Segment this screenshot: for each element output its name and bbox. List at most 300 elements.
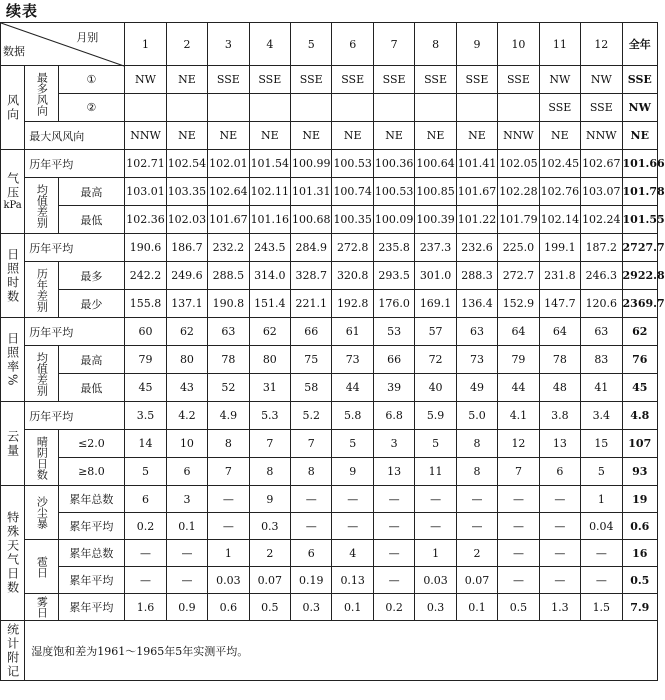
value-cell: 100.85 xyxy=(415,178,456,206)
value-cell: 78 xyxy=(208,346,249,374)
value-cell: 10 xyxy=(166,430,207,458)
annual-cell: 2727.7 xyxy=(622,234,657,262)
annual-cell: 45 xyxy=(622,374,657,402)
value-cell: 102.03 xyxy=(166,206,207,234)
value-cell: 13 xyxy=(373,458,414,486)
value-cell: 101.79 xyxy=(498,206,539,234)
value-cell: 66 xyxy=(291,318,332,346)
value-cell: 57 xyxy=(415,318,456,346)
value-cell xyxy=(208,94,249,122)
value-cell: 136.4 xyxy=(456,290,497,318)
value-cell: 1.3 xyxy=(539,594,580,621)
value-cell xyxy=(125,94,166,122)
value-cell: 73 xyxy=(332,346,373,374)
value-cell: 0.6 xyxy=(208,594,249,621)
page-title: 续表 xyxy=(6,2,39,20)
hail-total-row xyxy=(1,540,658,567)
value-cell: 7 xyxy=(291,430,332,458)
pressure-avg-label: 历年平均 xyxy=(25,150,125,178)
hail-label: 雹日 xyxy=(25,540,58,594)
value-cell xyxy=(249,94,290,122)
value-cell: 14 xyxy=(125,430,166,458)
hail-total-label: 累年总数 xyxy=(58,540,125,567)
annual-header: 全年 xyxy=(622,23,657,66)
value-cell: 48 xyxy=(539,374,580,402)
value-cell: — xyxy=(498,567,539,594)
value-cell: 288.5 xyxy=(208,262,249,290)
value-cell: 4.1 xyxy=(498,402,539,430)
value-cell: 246.3 xyxy=(581,262,622,290)
wind-group-label: 风向 xyxy=(1,66,25,150)
value-cell: 0.04 xyxy=(581,513,622,540)
cloud-days-label: 晴阴日数 xyxy=(25,430,58,486)
data-label: 数据 xyxy=(3,45,25,58)
value-cell: 101.67 xyxy=(456,178,497,206)
value-cell: 101.67 xyxy=(208,206,249,234)
value-cell: 232.6 xyxy=(456,234,497,262)
value-cell: 66 xyxy=(373,346,414,374)
value-cell: 7 xyxy=(498,458,539,486)
value-cell: 100.39 xyxy=(415,206,456,234)
value-cell: 102.11 xyxy=(249,178,290,206)
value-cell: 102.05 xyxy=(498,150,539,178)
sunpct-avg-label: 历年平均 xyxy=(25,318,125,346)
value-cell: 100.64 xyxy=(415,150,456,178)
pressure-low-row xyxy=(1,206,658,234)
wind-rank2-label: ② xyxy=(58,94,125,122)
value-cell: SSE xyxy=(332,66,373,94)
value-cell: NE xyxy=(166,66,207,94)
value-cell: 187.2 xyxy=(581,234,622,262)
sunhours-most-label: 最多 xyxy=(58,262,125,290)
value-cell: — xyxy=(456,513,497,540)
value-cell: 137.1 xyxy=(166,290,207,318)
fog-avg-row xyxy=(1,594,658,621)
value-cell: — xyxy=(291,513,332,540)
value-cell: 102.71 xyxy=(125,150,166,178)
month-header: 5 xyxy=(291,23,332,66)
value-cell: 58 xyxy=(291,374,332,402)
month-header: 6 xyxy=(332,23,373,66)
value-cell: 63 xyxy=(581,318,622,346)
value-cell: 45 xyxy=(125,374,166,402)
value-cell: 0.1 xyxy=(332,594,373,621)
value-cell: — xyxy=(581,540,622,567)
value-cell: 102.54 xyxy=(166,150,207,178)
value-cell: 192.8 xyxy=(332,290,373,318)
value-cell: 1.5 xyxy=(581,594,622,621)
month-header: 9 xyxy=(456,23,497,66)
month-label: 月别 xyxy=(76,31,99,44)
value-cell: 155.8 xyxy=(125,290,166,318)
month-header: 1 xyxy=(125,23,166,66)
value-cell: 2 xyxy=(456,540,497,567)
value-cell: 328.7 xyxy=(291,262,332,290)
sunhours-least-label: 最少 xyxy=(58,290,125,318)
value-cell: 61 xyxy=(332,318,373,346)
value-cell: — xyxy=(332,486,373,513)
value-cell: 102.64 xyxy=(208,178,249,206)
value-cell: 2 xyxy=(249,540,290,567)
value-cell: 4.2 xyxy=(166,402,207,430)
value-cell: — xyxy=(539,540,580,567)
value-cell: 5 xyxy=(415,430,456,458)
value-cell: 1.6 xyxy=(125,594,166,621)
annual-cell: NW xyxy=(622,94,657,122)
value-cell: 0.13 xyxy=(332,567,373,594)
value-cell: 41 xyxy=(581,374,622,402)
value-cell: 79 xyxy=(125,346,166,374)
annual-cell: 4.8 xyxy=(622,402,657,430)
value-cell: 3 xyxy=(166,486,207,513)
value-cell: SSE xyxy=(291,66,332,94)
sand-avg-label: 累年平均 xyxy=(58,513,125,540)
value-cell: 151.4 xyxy=(249,290,290,318)
value-cell: 232.2 xyxy=(208,234,249,262)
value-cell: NE xyxy=(332,122,373,150)
sandstorm-label: 沙尘暴 xyxy=(25,486,58,540)
annual-cell: 2369.7 xyxy=(622,290,657,318)
value-cell: 103.35 xyxy=(166,178,207,206)
value-cell xyxy=(415,94,456,122)
value-cell: 40 xyxy=(415,374,456,402)
value-cell: 0.3 xyxy=(291,594,332,621)
value-cell: NE xyxy=(166,122,207,150)
annual-cell: 7.9 xyxy=(622,594,657,621)
value-cell: 186.7 xyxy=(166,234,207,262)
month-header: 4 xyxy=(249,23,290,66)
value-cell: SSE xyxy=(456,66,497,94)
sunpct-low-row xyxy=(1,374,658,402)
value-cell: 102.01 xyxy=(208,150,249,178)
value-cell: 43 xyxy=(166,374,207,402)
value-cell: SSE xyxy=(581,94,622,122)
value-cell: 5 xyxy=(581,458,622,486)
value-cell: 11 xyxy=(415,458,456,486)
cloud-group-label: 云量 xyxy=(1,402,25,486)
value-cell: 75 xyxy=(291,346,332,374)
wind-max-row xyxy=(1,122,658,150)
month-header: 12 xyxy=(581,23,622,66)
value-cell: 5 xyxy=(125,458,166,486)
value-cell: 5.9 xyxy=(415,402,456,430)
value-cell: 102.36 xyxy=(125,206,166,234)
value-cell: 0.5 xyxy=(249,594,290,621)
pressure-low-label: 最低 xyxy=(58,206,125,234)
month-header: 3 xyxy=(208,23,249,66)
value-cell: 6 xyxy=(539,458,580,486)
value-cell: 6 xyxy=(125,486,166,513)
value-cell: NNW xyxy=(125,122,166,150)
cloud-avg-row xyxy=(1,402,658,430)
value-cell: 102.67 xyxy=(581,150,622,178)
value-cell: 5.0 xyxy=(456,402,497,430)
value-cell: 73 xyxy=(456,346,497,374)
value-cell: 6 xyxy=(291,540,332,567)
value-cell: 6.8 xyxy=(373,402,414,430)
value-cell: 100.99 xyxy=(291,150,332,178)
annual-cell: 62 xyxy=(622,318,657,346)
value-cell: 320.8 xyxy=(332,262,373,290)
value-cell: NNW xyxy=(581,122,622,150)
wind-rank1-row xyxy=(1,66,658,94)
pressure-group-text: 气压 xyxy=(5,172,20,200)
value-cell: 102.28 xyxy=(498,178,539,206)
value-cell: 62 xyxy=(249,318,290,346)
annual-cell: SSE xyxy=(622,66,657,94)
value-cell xyxy=(332,94,373,122)
value-cell: 31 xyxy=(249,374,290,402)
value-cell: 44 xyxy=(332,374,373,402)
value-cell: 5.3 xyxy=(249,402,290,430)
notes-text: 湿度饱和差为1961～1965年5年实测平均。 xyxy=(25,621,658,681)
value-cell: 0.5 xyxy=(498,594,539,621)
value-cell: 101.22 xyxy=(456,206,497,234)
value-cell: — xyxy=(539,486,580,513)
value-cell: 8 xyxy=(208,430,249,458)
value-cell: 314.0 xyxy=(249,262,290,290)
value-cell: 63 xyxy=(208,318,249,346)
month-header: 10 xyxy=(498,23,539,66)
value-cell: NE xyxy=(456,122,497,150)
value-cell: — xyxy=(125,540,166,567)
hail-avg-row xyxy=(1,567,658,594)
value-cell: 301.0 xyxy=(415,262,456,290)
value-cell: — xyxy=(415,513,456,540)
month-header: 8 xyxy=(415,23,456,66)
header-row xyxy=(1,23,658,66)
sunpct-dev-label: 均值差别 xyxy=(25,346,58,402)
value-cell: 8 xyxy=(249,458,290,486)
value-cell: 221.1 xyxy=(291,290,332,318)
value-cell: — xyxy=(373,513,414,540)
value-cell: 80 xyxy=(166,346,207,374)
value-cell: 199.1 xyxy=(539,234,580,262)
sunpct-group-label: 日照率% xyxy=(1,318,25,402)
value-cell: 6 xyxy=(166,458,207,486)
value-cell: 0.03 xyxy=(415,567,456,594)
value-cell: 5 xyxy=(332,430,373,458)
value-cell: 242.2 xyxy=(125,262,166,290)
value-cell: 8 xyxy=(291,458,332,486)
special-group-label: 特殊天气日数 xyxy=(1,486,25,621)
value-cell: — xyxy=(498,540,539,567)
value-cell: 100.36 xyxy=(373,150,414,178)
value-cell: 102.45 xyxy=(539,150,580,178)
value-cell: 63 xyxy=(456,318,497,346)
value-cell: 52 xyxy=(208,374,249,402)
value-cell: 0.19 xyxy=(291,567,332,594)
value-cell: 39 xyxy=(373,374,414,402)
value-cell: — xyxy=(166,567,207,594)
value-cell: 100.53 xyxy=(373,178,414,206)
value-cell: 1 xyxy=(208,540,249,567)
sand-total-label: 累年总数 xyxy=(58,486,125,513)
value-cell xyxy=(498,94,539,122)
value-cell: 235.8 xyxy=(373,234,414,262)
notes-label: 统计附记 xyxy=(1,621,25,681)
value-cell: 284.9 xyxy=(291,234,332,262)
value-cell: 5.2 xyxy=(291,402,332,430)
value-cell xyxy=(291,94,332,122)
value-cell: — xyxy=(539,513,580,540)
value-cell: 147.7 xyxy=(539,290,580,318)
value-cell: — xyxy=(373,567,414,594)
value-cell: 288.3 xyxy=(456,262,497,290)
value-cell: NE xyxy=(539,122,580,150)
value-cell: 243.5 xyxy=(249,234,290,262)
value-cell: 0.07 xyxy=(456,567,497,594)
value-cell: 64 xyxy=(539,318,580,346)
cloud-ge-row xyxy=(1,458,658,486)
value-cell: — xyxy=(332,513,373,540)
value-cell: — xyxy=(291,486,332,513)
value-cell: — xyxy=(373,540,414,567)
value-cell: NW xyxy=(125,66,166,94)
annual-cell: 101.78 xyxy=(622,178,657,206)
value-cell: NW xyxy=(539,66,580,94)
value-cell: — xyxy=(498,486,539,513)
value-cell: 0.03 xyxy=(208,567,249,594)
annual-cell: 107 xyxy=(622,430,657,458)
value-cell: — xyxy=(539,567,580,594)
annual-cell: 16 xyxy=(622,540,657,567)
value-cell xyxy=(456,94,497,122)
value-cell: 0.1 xyxy=(166,513,207,540)
annual-cell: 101.55 xyxy=(622,206,657,234)
value-cell: 225.0 xyxy=(498,234,539,262)
value-cell xyxy=(166,94,207,122)
wind-rank1-label: ① xyxy=(58,66,125,94)
value-cell: 102.24 xyxy=(581,206,622,234)
value-cell: 190.8 xyxy=(208,290,249,318)
sunhours-least-row xyxy=(1,290,658,318)
cloud-avg-label: 历年平均 xyxy=(25,402,125,430)
sunhours-most-row xyxy=(1,262,658,290)
value-cell: 0.2 xyxy=(125,513,166,540)
hail-avg-label: 累年平均 xyxy=(58,567,125,594)
value-cell: SSE xyxy=(539,94,580,122)
value-cell: 4 xyxy=(332,540,373,567)
value-cell: 3.4 xyxy=(581,402,622,430)
value-cell: 79 xyxy=(498,346,539,374)
value-cell: 120.6 xyxy=(581,290,622,318)
sand-total-row xyxy=(1,486,658,513)
sunpct-high-label: 最高 xyxy=(58,346,125,374)
value-cell: NE xyxy=(415,122,456,150)
value-cell: 231.8 xyxy=(539,262,580,290)
value-cell: 0.3 xyxy=(249,513,290,540)
pressure-group-label xyxy=(1,150,25,234)
value-cell: 101.41 xyxy=(456,150,497,178)
value-cell: 152.9 xyxy=(498,290,539,318)
value-cell: 9 xyxy=(332,458,373,486)
sand-avg-row xyxy=(1,513,658,540)
value-cell: 0.2 xyxy=(373,594,414,621)
sunhours-dev-label: 历年差别 xyxy=(25,262,58,318)
month-header: 11 xyxy=(539,23,580,66)
value-cell: NW xyxy=(581,66,622,94)
value-cell: 7 xyxy=(249,430,290,458)
value-cell: 100.09 xyxy=(373,206,414,234)
value-cell: 190.6 xyxy=(125,234,166,262)
value-cell: 100.53 xyxy=(332,150,373,178)
value-cell: — xyxy=(456,486,497,513)
sunhours-avg-row xyxy=(1,234,658,262)
value-cell: 60 xyxy=(125,318,166,346)
value-cell: 8 xyxy=(456,458,497,486)
value-cell: 49 xyxy=(456,374,497,402)
value-cell: NE xyxy=(249,122,290,150)
pressure-high-label: 最高 xyxy=(58,178,125,206)
value-cell: 64 xyxy=(498,318,539,346)
cloud-le-row xyxy=(1,430,658,458)
value-cell: 249.6 xyxy=(166,262,207,290)
value-cell: 293.5 xyxy=(373,262,414,290)
annual-cell: 0.6 xyxy=(622,513,657,540)
value-cell: 102.76 xyxy=(539,178,580,206)
value-cell: 53 xyxy=(373,318,414,346)
value-cell: 176.0 xyxy=(373,290,414,318)
value-cell: 101.16 xyxy=(249,206,290,234)
value-cell: SSE xyxy=(208,66,249,94)
annual-cell: 76 xyxy=(622,346,657,374)
month-header: 7 xyxy=(373,23,414,66)
value-cell: 0.3 xyxy=(415,594,456,621)
value-cell: 8 xyxy=(456,430,497,458)
cloud-le-label: ≤2.0 xyxy=(58,430,125,458)
value-cell: SSE xyxy=(249,66,290,94)
value-cell: 101.54 xyxy=(249,150,290,178)
value-cell: — xyxy=(125,567,166,594)
value-cell: 1 xyxy=(415,540,456,567)
value-cell: NE xyxy=(291,122,332,150)
value-cell: 0.07 xyxy=(249,567,290,594)
value-cell: NE xyxy=(208,122,249,150)
value-cell: 1 xyxy=(581,486,622,513)
value-cell: NE xyxy=(373,122,414,150)
value-cell: 100.68 xyxy=(291,206,332,234)
value-cell: SSE xyxy=(373,66,414,94)
value-cell: — xyxy=(166,540,207,567)
fog-avg-label: 累年平均 xyxy=(58,594,125,621)
value-cell: 0.1 xyxy=(456,594,497,621)
annual-cell: 19 xyxy=(622,486,657,513)
value-cell: 100.35 xyxy=(332,206,373,234)
value-cell: 12 xyxy=(498,430,539,458)
value-cell: 102.14 xyxy=(539,206,580,234)
sunpct-low-label: 最低 xyxy=(58,374,125,402)
value-cell: SSE xyxy=(498,66,539,94)
value-cell: NNW xyxy=(498,122,539,150)
value-cell: 3 xyxy=(373,430,414,458)
value-cell: — xyxy=(581,567,622,594)
value-cell: 72 xyxy=(415,346,456,374)
value-cell: 272.8 xyxy=(332,234,373,262)
value-cell xyxy=(373,94,414,122)
value-cell: 7 xyxy=(208,458,249,486)
sunpct-avg-row xyxy=(1,318,658,346)
value-cell: 9 xyxy=(249,486,290,513)
value-cell: 4.9 xyxy=(208,402,249,430)
pressure-dev-label: 均值差别 xyxy=(25,178,58,234)
value-cell: 80 xyxy=(249,346,290,374)
sunhours-group-label: 日照时数 xyxy=(1,234,25,318)
value-cell: 62 xyxy=(166,318,207,346)
value-cell: — xyxy=(208,513,249,540)
value-cell: 101.31 xyxy=(291,178,332,206)
value-cell: 237.3 xyxy=(415,234,456,262)
